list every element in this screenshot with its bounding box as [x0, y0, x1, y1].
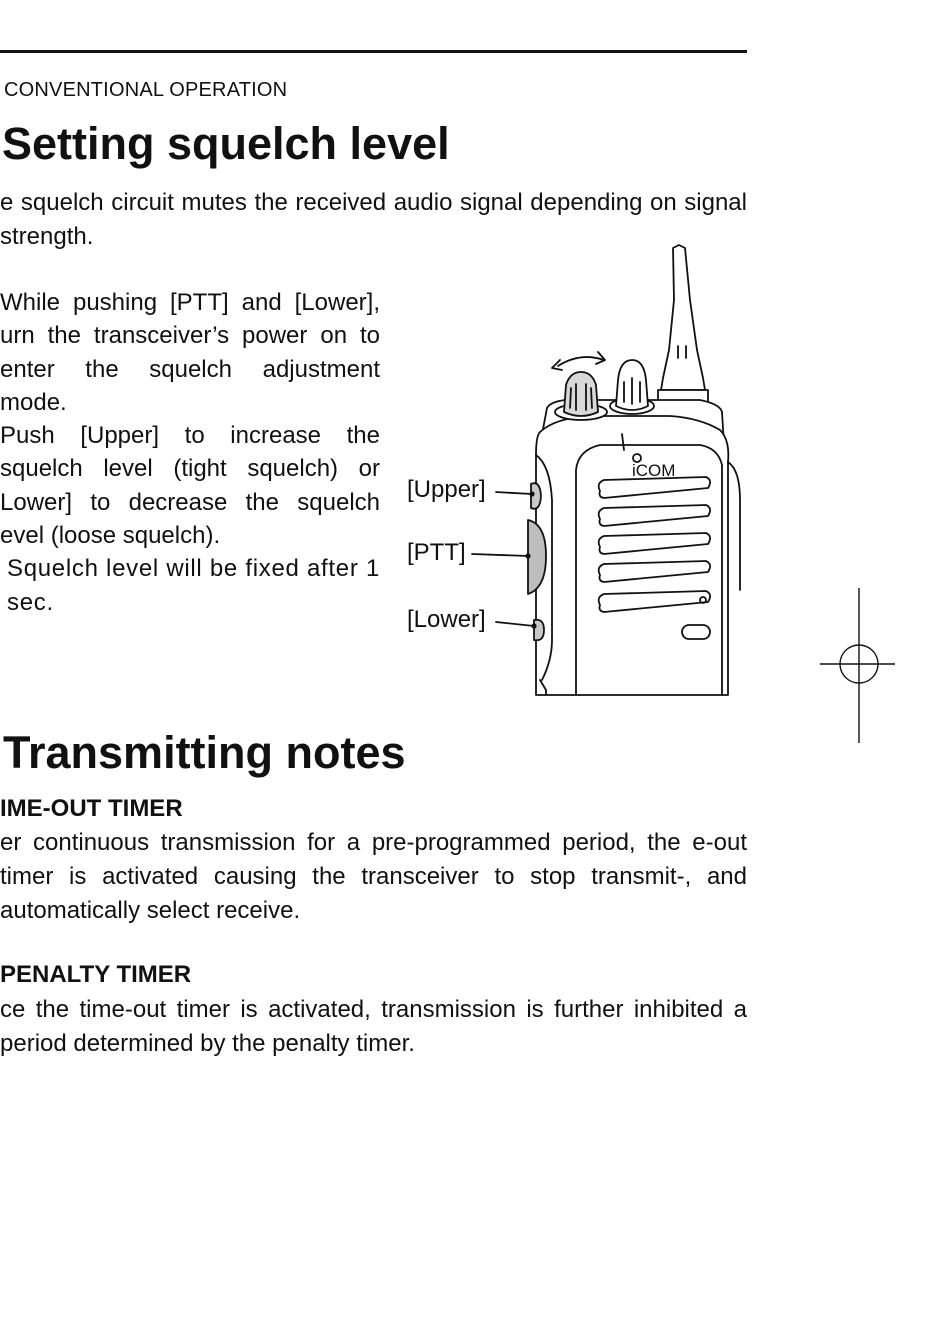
callout-upper: [Upper]	[407, 476, 486, 503]
callout-ptt: [PTT]	[407, 539, 466, 566]
lower-button	[534, 620, 544, 641]
rotate-arrow	[558, 352, 605, 366]
step-2: Push [Upper] to increase the squelch level (tight squelch) or Lower] to decrease the squelch evel (loose squelch).	[0, 422, 380, 550]
subheading-penalty-timer: PENALTY TIMER	[0, 961, 192, 988]
top-rule	[0, 50, 747, 53]
subheading-time-out-timer: IME-OUT TIMER	[0, 795, 183, 822]
section-heading-squelch: Setting squelch level	[2, 118, 450, 169]
section-heading-transmitting: Transmitting notes	[3, 727, 406, 778]
running-head: CONVENTIONAL OPERATION	[4, 79, 288, 101]
step-note: Squelch level will be fixed after 1 sec.	[7, 555, 380, 616]
step-1: While pushing [PTT] and [Lower], urn the transceiver’s power on to enter the squelch adjustment mode.	[0, 289, 380, 416]
time-out-text: er continuous transmission for a pre-programmed period, the e-out timer is activated causing the transceiver to stop transmit-, and automatically select receive.	[0, 829, 747, 924]
squelch-intro: e squelch circuit mutes the received audio signal depending on signal strength.	[0, 189, 747, 250]
volume-knob	[564, 372, 598, 416]
penalty-text: ce the time-out timer is activated, transmission is further inhibited a period determined by the penalty timer.	[0, 996, 747, 1057]
callout-lower: [Lower]	[407, 606, 486, 633]
squelch-steps	[0, 286, 380, 619]
registration-mark	[820, 588, 895, 743]
antenna	[661, 245, 705, 390]
brand-logo: iCOM	[632, 461, 676, 480]
